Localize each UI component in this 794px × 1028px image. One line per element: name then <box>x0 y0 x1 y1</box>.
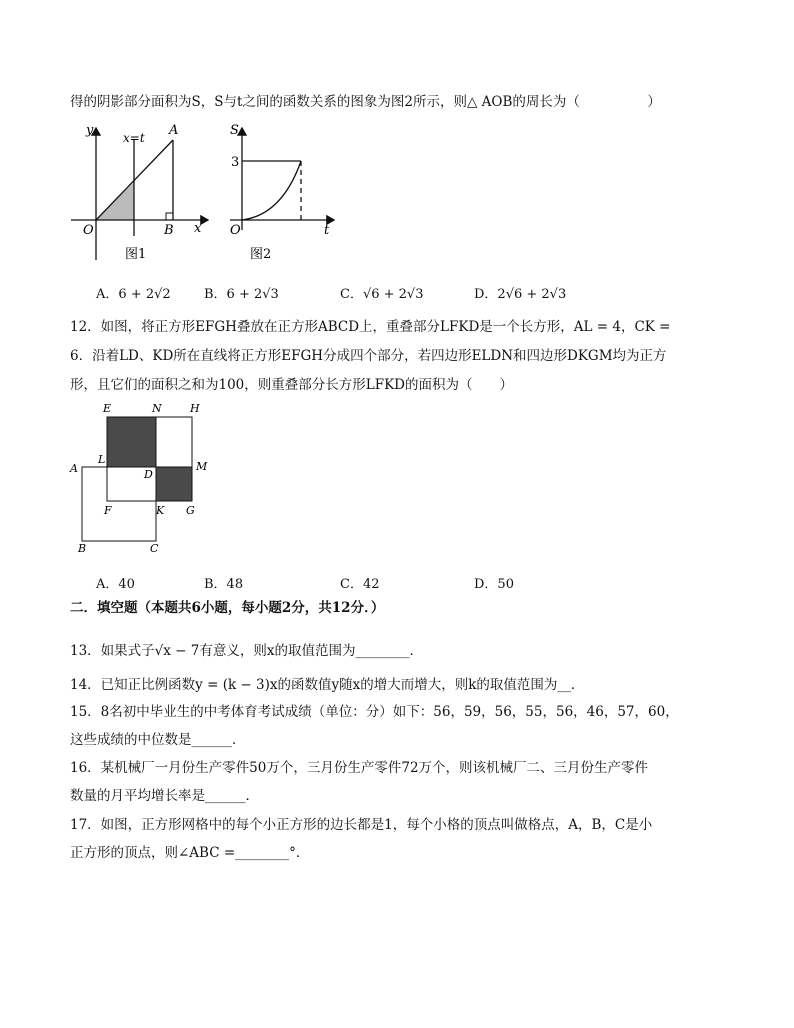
label-b: B <box>78 542 87 555</box>
q15-line-2: 这些成绩的中位数是______． <box>70 732 246 748</box>
q11-option-c[interactable]: C．√6 + 2√3 <box>340 287 424 302</box>
q11-figure-2 <box>222 120 342 265</box>
q11-stem: 得的阴影部分面积为S，S与t之间的函数关系的图象为图2所示，则△ AOB的周长为（ ） <box>70 94 661 110</box>
q11-option-d[interactable]: D．2√6 + 2√3 <box>474 287 567 302</box>
square-dkgm[interactable] <box>156 467 192 501</box>
q12-option-a[interactable]: A．40 <box>96 577 135 592</box>
q12-line-1: 12．如图，将正方形EFGH叠放在正方形ABCD上，重叠部分LFKD是一个长方形，AL = 4，CK = <box>70 319 671 335</box>
label-y: y <box>86 123 94 138</box>
fig1-caption: 图1 <box>125 247 147 262</box>
label-b: B <box>164 223 174 238</box>
q12-option-b[interactable]: B．48 <box>204 577 244 592</box>
label-l: L <box>98 453 106 466</box>
label-x: x <box>194 221 202 236</box>
label-s: S <box>230 123 239 138</box>
label-o: O <box>83 223 94 238</box>
label-k: K <box>156 504 165 517</box>
q16-line-2: 数量的月平均增长率是______． <box>70 788 259 804</box>
label-m: M <box>196 460 208 473</box>
label-f: F <box>104 504 112 517</box>
fig2-caption: 图2 <box>250 247 272 262</box>
label-g: G <box>186 504 195 517</box>
label-t: t <box>324 223 330 238</box>
q13: 13．如果式子√x − 7有意义，则x的取值范围为________． <box>70 643 423 659</box>
q12-line-2: 6．沿着LD、KD所在直线将正方形EFGH分成四个部分，若四边形ELDN和四边形DKGM均为正方 <box>70 348 667 364</box>
q14: 14．已知正比例函数y = (k − 3)x的函数值y随x的增大而增大，则k的取值范围为__． <box>70 677 585 693</box>
q12-line-3: 形，且它们的面积之和为100，则重叠部分长方形LFKD的面积为（ ） <box>70 377 514 393</box>
label-xt: x=t <box>123 131 145 145</box>
label-3: 3 <box>231 155 240 170</box>
label-c: C <box>150 542 159 555</box>
q12-figure <box>66 400 216 560</box>
label-h: H <box>190 402 200 415</box>
label-d: D <box>144 468 153 481</box>
q11-figure-1 <box>66 120 216 265</box>
q12-option-d[interactable]: D．50 <box>474 577 514 592</box>
q11-option-a[interactable]: A．6 + 2√2 <box>96 287 171 302</box>
q16-line-1: 16．某机械厂一月份生产零件50万个，三月份生产零件72万个，则该机械厂二、三月份生产零件 <box>70 760 649 776</box>
right-angle-mark <box>166 213 173 220</box>
label-n: N <box>152 402 162 415</box>
q15-line-1: 15．8名初中毕业生的中考体育考试成绩（单位：分）如下：56，59，56，55，56，46，57，60， <box>70 704 679 720</box>
label-a: A <box>70 462 78 475</box>
label-a: A <box>169 123 179 138</box>
q17-line-2: 正方形的顶点，则∠ABC =________°． <box>70 845 310 861</box>
section-2-heading: 二．填空题（本题共6小题，每小题2分，共12分．） <box>70 600 385 616</box>
label-o2: O <box>230 223 241 238</box>
square-eldn[interactable] <box>107 417 156 467</box>
q17-line-1: 17．如图，正方形网格中的每个小正方形的边长都是1，每个小格的顶点叫做格点，A，B，C是小 <box>70 817 653 833</box>
label-e: E <box>103 402 112 415</box>
q12-option-c[interactable]: C．42 <box>340 577 380 592</box>
curve-s-t <box>242 161 301 220</box>
q11-option-b[interactable]: B．6 + 2√3 <box>204 287 279 302</box>
